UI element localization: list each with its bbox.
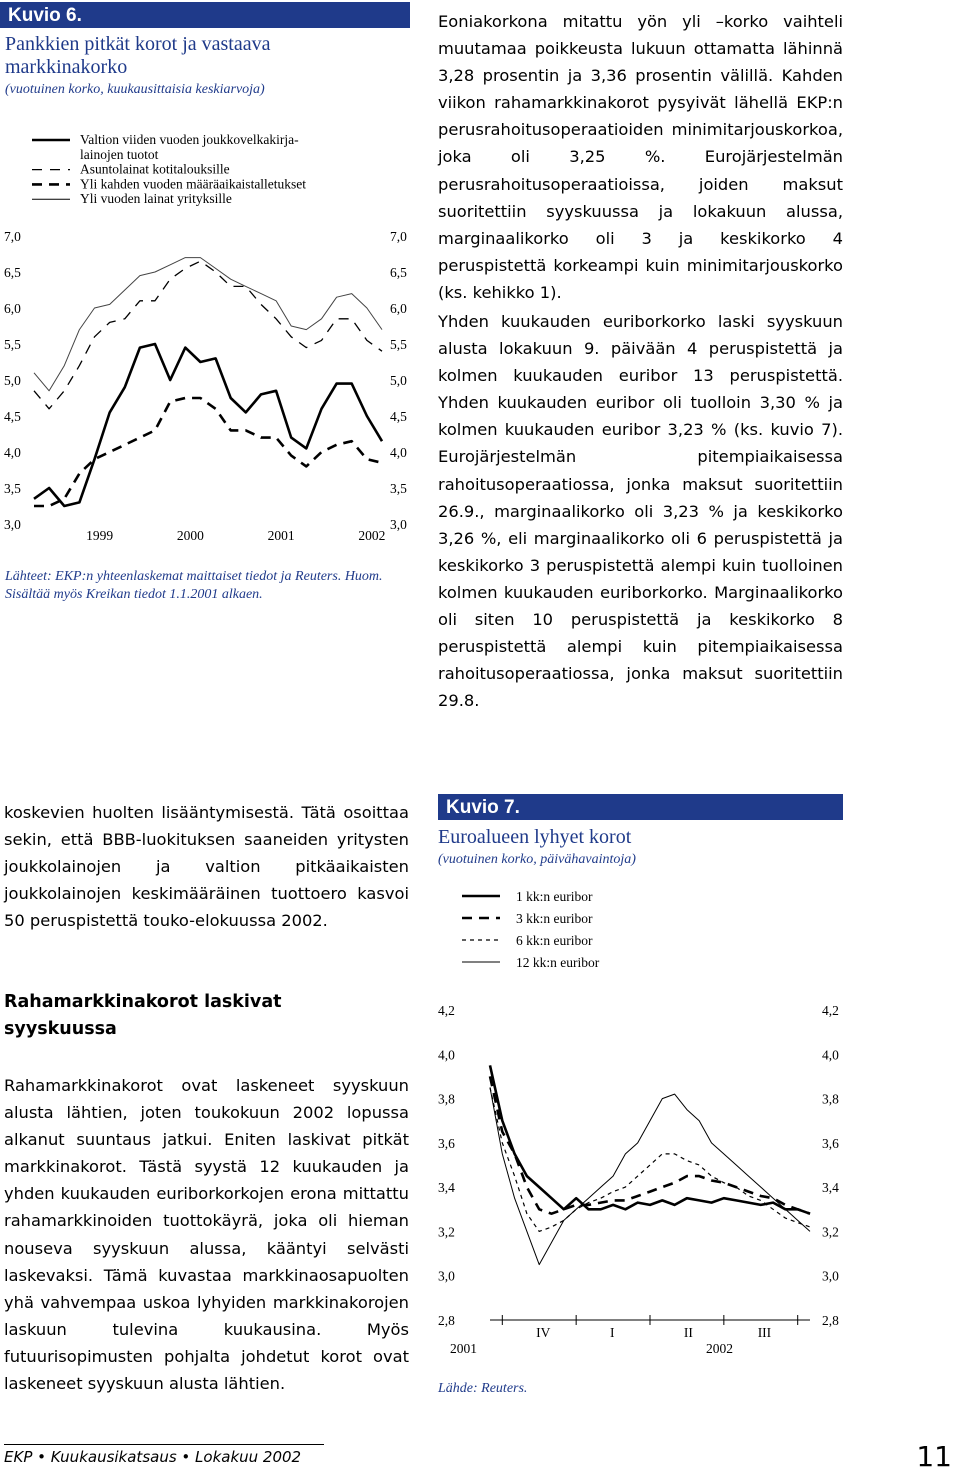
body-paragraph-bbb-spread: koskevien huolten lisääntymisestä. Tätä osoittaa sekin, että BBB-luokituksen saaneiden yritysten joukkolainojen ja valtion pitkäaikaisten joukkolainojen keskimääräinen tuottoero kasvoi 50 peruspistettä touko-elokuussa 2002. [4, 803, 409, 931]
x-tick-label: 2001 [267, 528, 295, 543]
legend-label: 1 kk:n euribor [516, 889, 593, 904]
y-tick-label: 3,0 [438, 1268, 455, 1284]
figure6-chart [0, 120, 420, 560]
y-tick-label: 2,8 [438, 1313, 455, 1328]
figure7-label: Kuvio 7. [438, 794, 843, 820]
series-line [34, 261, 382, 409]
section-heading: Rahamarkkinakorot laskivat syyskuussa [4, 992, 282, 1039]
x-tick-label: II [683, 1325, 693, 1340]
y-tick-label: 5,0 [4, 373, 21, 388]
y-tick-label: 4,0 [4, 445, 21, 460]
figure6-axes [4, 229, 407, 543]
x-tick-label: III [757, 1325, 772, 1340]
y-tick-label-right: 6,0 [390, 301, 407, 316]
legend-label: 3 kk:n euribor [516, 911, 593, 926]
y-tick-label: 3,2 [438, 1224, 455, 1240]
figure6-legend [32, 132, 306, 206]
y-tick-label-right: 3,0 [390, 517, 407, 532]
y-tick-label: 3,5 [4, 481, 21, 496]
y-tick-label: 3,8 [438, 1091, 455, 1107]
y-tick-label: 4,0 [438, 1047, 455, 1063]
figure6-source: Lähteet: EKP:n yhteenlaskemat maittaiset tiedot ja Reuters. Huom. Sisältää myös Kreikan tiedot 1.1.2001 alkaen. [5, 569, 383, 602]
x-tick-label: 2002 [358, 528, 386, 543]
y-tick-label-right: 3,5 [390, 481, 407, 496]
series-line [490, 1076, 810, 1213]
y-tick-label-right: 2,8 [822, 1313, 839, 1328]
y-tick-label: 4,2 [438, 1003, 455, 1018]
legend-label: lainojen tuotot [80, 146, 159, 162]
legend-label: Asuntolainat kotitalouksille [80, 161, 230, 177]
y-tick-label: 3,0 [4, 517, 21, 532]
legend-label: 6 kk:n euribor [516, 933, 593, 948]
figure6-label: Kuvio 6. [0, 2, 410, 28]
y-tick-label-right: 5,5 [390, 337, 407, 352]
y-tick-label-right: 3,8 [822, 1091, 839, 1107]
figure6-subtitle: (vuotuinen korko, kuukausittaisia keskiarvoja) [5, 82, 265, 97]
figure7-axes [438, 1003, 839, 1356]
body-paragraph-money-market: Rahamarkkinakorot ovat laskeneet syyskuun alusta lähtien, joten toukokuun 2002 lopussa alkanut suuntaus jatkui. Eniten laskivat pitkät markkinakorot. Tästä syystä 12 kuukauden ja yhden kuukauden euriborkorkojen erona mittattu rahamarkkinoiden tuottokäyrä, joka oli hieman nouseva syyskuun alussa, kääntyi selvästi laskevaksi. Tämä kuvastaa markkinaosapuolten yhä vahvempaa uskoa lyhyiden markkinakorojen laskuun tulevina kuukausina. Myös futuurisopimusten pohjalta johdetut korot ovat laskeneet syyskuun alusta lähtien. [4, 1076, 409, 1394]
footer-text: EKP • Kuukausikatsaus • Lokakuu 2002 [4, 1448, 302, 1466]
figure7-subtitle: (vuotuinen korko, päivähavaintoja) [438, 852, 636, 867]
body-paragraph-eonia: Eoniakorkona mitattu yön yli –korko vaihteli muutamaa poikkeusta lukuun ottamatta lähinnä 3,28 prosentin ja 3,36 prosentin välillä. Kahden viikon rahamarkkinakorot pysyivät lähellä EKP:n perusrahoitusoperaatioiden minimitarjouskorkoa, joka oli 3,25 %. Eurojärjestelmän perusrahoitusoperaatioissa, joiden maksut suoritettiin syyskuussa ja lokakuun alussa, marginaalikorko oli 3 ja keskikorko 4 peruspistettä korkeampi kuin minimitarjouskorko (ks. kehikko 1). [438, 12, 843, 302]
y-tick-label: 6,0 [4, 301, 21, 316]
series-line [34, 344, 382, 506]
figure6-series [34, 258, 382, 506]
y-tick-label-right: 4,5 [390, 409, 407, 424]
figure6-title: Pankkien pitkät korot ja vastaava markkinakorko [5, 33, 271, 78]
page-number: 11 [916, 1440, 952, 1473]
y-tick-label-right: 4,0 [390, 445, 407, 460]
y-tick-label: 3,4 [438, 1180, 455, 1196]
x-year-label: 2002 [706, 1341, 733, 1356]
legend-label: 12 kk:n euribor [516, 955, 600, 970]
x-tick-label: I [610, 1325, 615, 1340]
y-tick-label-right: 3,2 [822, 1224, 839, 1240]
series-line [34, 258, 382, 391]
x-tick-label: 2000 [176, 528, 204, 543]
footer-rule [4, 1444, 324, 1445]
y-tick-label-right: 4,0 [822, 1047, 839, 1063]
x-tick-label: IV [536, 1325, 551, 1340]
body-paragraph-euribor: Yhden kuukauden euriborkorko laski syyskuun alusta lokakuun 9. päivään 4 peruspistettä ja kolmen kuukauden euribor 13 peruspistettä. Yhden kuukauden euribor oli tuolloin 3,30 % ja kolmen kuukauden euribor 3,23 % (ks. kuvio 7). Eurojärjestelmän pitempiaikaisessa rahoitusoperaatiossa, jonka maksut suoritettiin 26.9., marginaalikorko oli 3,23 % ja keskikorko 3,26 %, eli marginaalikorko oli 6 peruspistettä ja keskikorko 3 peruspistettä alempi kuin tuolloinen kolmen kuukauden euriborkorko. Marginaalikorko oli siten 10 peruspistettä ja keskikorko 8 peruspistettä alempi kuin pitempiaikaisessa rahoitusoperaatiossa, jonka maksut suoritettiin 29.8. [438, 312, 843, 711]
x-tick-label: 1999 [86, 528, 114, 543]
figure7-series [490, 1065, 810, 1264]
y-tick-label-right: 6,5 [390, 265, 407, 280]
figure7-chart [430, 880, 850, 1360]
y-tick-label-right: 3,6 [822, 1135, 839, 1151]
y-tick-label: 3,6 [438, 1135, 455, 1151]
figure7-legend [462, 889, 600, 970]
x-year-label: 2001 [450, 1341, 477, 1356]
y-tick-label-right: 5,0 [390, 373, 407, 388]
y-tick-label-right: 7,0 [390, 229, 407, 244]
legend-label: Yli vuoden lainat yrityksille [80, 191, 232, 207]
legend-label: Valtion viiden vuoden joukkovelkakirja- [80, 132, 299, 147]
series-line [490, 1088, 810, 1265]
y-tick-label-right: 3,0 [822, 1268, 839, 1284]
y-tick-label: 7,0 [4, 229, 21, 244]
y-tick-label-right: 3,4 [822, 1180, 839, 1196]
legend-label: Yli kahden vuoden määräaikaistalletukset [80, 176, 307, 192]
y-tick-label: 6,5 [4, 265, 21, 280]
figure7-source: Lähde: Reuters. [438, 1381, 528, 1396]
figure7-title: Euroalueen lyhyet korot [438, 826, 632, 848]
y-tick-label: 4,5 [4, 409, 21, 424]
y-tick-label: 5,5 [4, 337, 21, 352]
y-tick-label-right: 4,2 [822, 1003, 839, 1018]
series-line [34, 398, 382, 506]
